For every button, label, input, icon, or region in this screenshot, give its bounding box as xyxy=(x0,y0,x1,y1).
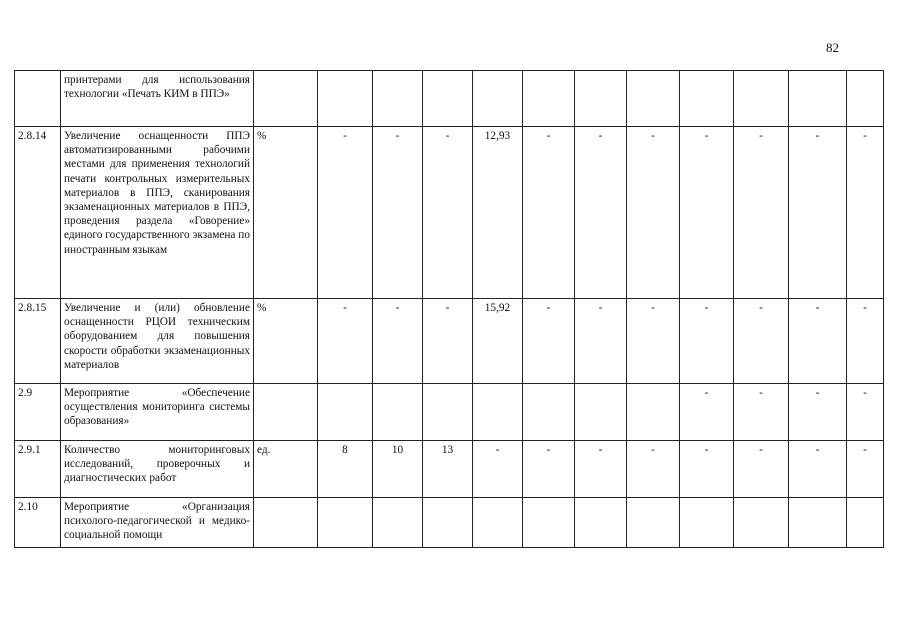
value-cell: - xyxy=(473,441,523,498)
value-cell: - xyxy=(789,384,847,441)
value-cell: 12,93 xyxy=(473,127,523,299)
value-cell: - xyxy=(523,441,575,498)
value-cell: - xyxy=(318,299,373,384)
value-cell: - xyxy=(847,441,884,498)
value-cell: - xyxy=(627,127,680,299)
row-description: принтерами для использования технологии «Печать КИМ в ППЭ» xyxy=(61,71,254,127)
value-cell: - xyxy=(734,127,789,299)
value-cell xyxy=(423,71,473,127)
value-cell: - xyxy=(575,127,627,299)
value-cell: 8 xyxy=(318,441,373,498)
value-cell: 10 xyxy=(373,441,423,498)
value-cell: - xyxy=(523,299,575,384)
row-unit xyxy=(254,71,318,127)
value-cell: - xyxy=(680,384,734,441)
value-cell xyxy=(473,384,523,441)
value-cell xyxy=(423,384,473,441)
value-cell: - xyxy=(680,127,734,299)
row-unit: % xyxy=(254,127,318,299)
value-cell: - xyxy=(734,441,789,498)
value-cell xyxy=(575,498,627,548)
value-cell: - xyxy=(575,441,627,498)
row-description: Количество мониторинговых исследований, проверочных и диагностических работ xyxy=(61,441,254,498)
row-number xyxy=(15,71,61,127)
row-unit: ед. xyxy=(254,441,318,498)
value-cell: 13 xyxy=(423,441,473,498)
value-cell xyxy=(734,498,789,548)
value-cell: - xyxy=(789,127,847,299)
value-cell: - xyxy=(575,299,627,384)
value-cell xyxy=(318,498,373,548)
page-number: 82 xyxy=(826,40,839,55)
value-cell xyxy=(318,71,373,127)
value-cell xyxy=(523,498,575,548)
table-row xyxy=(15,441,884,498)
table-row xyxy=(15,127,884,299)
table-row xyxy=(15,498,884,548)
value-cell xyxy=(318,384,373,441)
value-cell xyxy=(789,71,847,127)
row-unit xyxy=(254,384,318,441)
value-cell xyxy=(523,71,575,127)
value-cell xyxy=(627,384,680,441)
value-cell: - xyxy=(734,384,789,441)
value-cell: 15,92 xyxy=(473,299,523,384)
value-cell: - xyxy=(627,299,680,384)
value-cell xyxy=(734,71,789,127)
value-cell xyxy=(789,498,847,548)
row-number: 2.9 xyxy=(15,384,61,441)
row-description: Мероприятие «Организация психолого-педагогической и медико-социальной помощи xyxy=(61,498,254,548)
value-cell xyxy=(847,498,884,548)
value-cell: - xyxy=(318,127,373,299)
table-row xyxy=(15,384,884,441)
value-cell: - xyxy=(627,441,680,498)
value-cell xyxy=(473,71,523,127)
value-cell xyxy=(473,498,523,548)
table-row xyxy=(15,299,884,384)
value-cell: - xyxy=(373,127,423,299)
value-cell xyxy=(373,384,423,441)
value-cell xyxy=(680,71,734,127)
value-cell: - xyxy=(523,127,575,299)
value-cell: - xyxy=(847,299,884,384)
row-number: 2.10 xyxy=(15,498,61,548)
table-row xyxy=(15,71,884,127)
value-cell: - xyxy=(423,127,473,299)
value-cell xyxy=(680,498,734,548)
value-cell xyxy=(627,71,680,127)
value-cell: - xyxy=(423,299,473,384)
row-description: Мероприятие «Обеспечение осуществления мониторинга системы образования» xyxy=(61,384,254,441)
value-cell xyxy=(423,498,473,548)
value-cell: - xyxy=(789,299,847,384)
indicators-table xyxy=(14,70,884,548)
row-number: 2.8.14 xyxy=(15,127,61,299)
row-number: 2.9.1 xyxy=(15,441,61,498)
value-cell xyxy=(373,71,423,127)
value-cell: - xyxy=(373,299,423,384)
value-cell xyxy=(847,71,884,127)
value-cell xyxy=(575,71,627,127)
value-cell xyxy=(575,384,627,441)
row-number: 2.8.15 xyxy=(15,299,61,384)
value-cell: - xyxy=(789,441,847,498)
value-cell: - xyxy=(847,127,884,299)
row-description: Увеличение оснащенности ППЭ автоматизированными рабочими местами для применения технологий печати контрольных измерительных материалов в ППЭ, сканирования экзаменационных материалов в ППЭ, проведения раздела «Говорение» единого государственного экзамена по иностранным языкам xyxy=(61,127,254,299)
value-cell xyxy=(373,498,423,548)
row-description: Увеличение и (или) обновление оснащенности РЦОИ техническим оборудованием для повышения скорости обработки экзаменационных материалов xyxy=(61,299,254,384)
row-unit xyxy=(254,498,318,548)
value-cell: - xyxy=(847,384,884,441)
value-cell xyxy=(627,498,680,548)
value-cell xyxy=(523,384,575,441)
row-unit: % xyxy=(254,299,318,384)
value-cell: - xyxy=(680,441,734,498)
value-cell: - xyxy=(734,299,789,384)
value-cell: - xyxy=(680,299,734,384)
